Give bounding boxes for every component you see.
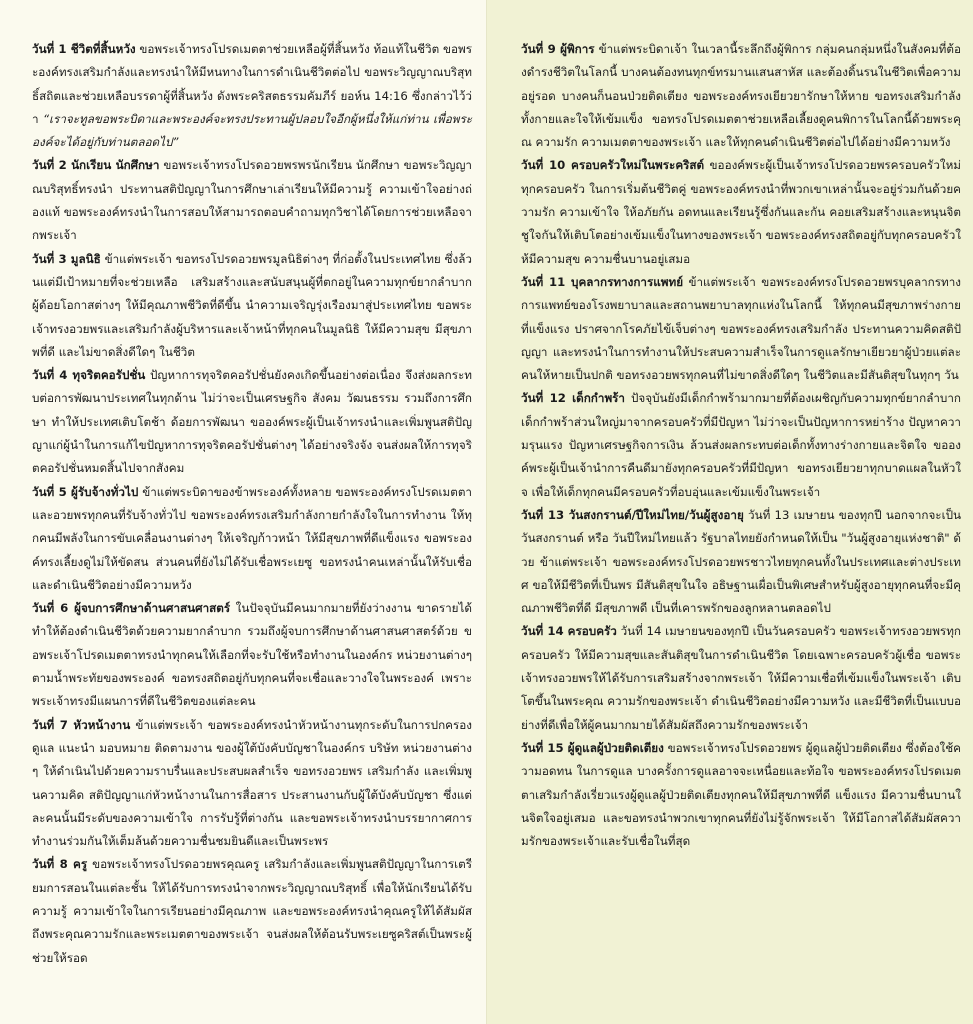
day-title: วันที่ 13 วันสงกรานต์/ปีใหม่ไทย/วันผู้สูงอายุ bbox=[521, 507, 744, 522]
day-title: วันที่ 12 เด็กกำพร้า bbox=[521, 391, 625, 406]
day-4-entry bbox=[32, 364, 472, 480]
scripture-quote: “เราจะทูลขอพระบิดาและพระองค์จะทรงประทานผู้ปลอบใจอีกผู้หนึ่งให้แก่ท่าน เพื่อพระองค์จะได้อยู่กับท่านตลอดไป” bbox=[32, 111, 472, 150]
day-10-entry bbox=[521, 154, 961, 270]
day-title: วันที่ 15 ผู้ดูแลผู้ป่วยติดเตียง bbox=[521, 740, 664, 755]
day-text: ปัจจุบันยังมีเด็กกำพร้ามากมายที่ต้องเผชิญกับความทุกข์ยากลำบาก เด็กกำพร้าส่วนใหญ่มาจากครอบครัวที่มีปัญหา ไม่ว่าจะเป็นปัญหาการหย่าร้าง ปัญหาความรุนแรง ปัญหาเศรษฐกิจการเงิน ล้วนส่งผลกระทบต่อเด็กทั้งทางร่างกายและจิตใจ ขอองค์พระผู้เป็นเจ้านำการคืนดีมายังทุกครอบครัวที่มีปัญหา ขอทรงเยียวยาทุกบาดแผลในหัวใจ เพื่อให้เด็กทุกคนมีครอบครัวที่อบอุ่นและเข้มแข็งในพระเจ้า bbox=[521, 391, 961, 499]
day-14-entry bbox=[521, 620, 961, 736]
day-text: วันที่ 14 เมษายนของทุกปี เป็นวันครอบครัว ขอพระเจ้าทรงอวยพรทุกครอบครัว ให้มีความสุขและสันติสุขในการดำเนินชีวิต โดยเฉพาะครอบครัวผู้เชื่อ ขอพระเจ้าทรงอวยพรให้ได้รับการเสริมสร้างจากพระเจ้า ให้มีความเชื่อที่เข้มแข็งในพระเจ้า เติบโตขึ้นในพระคุณ ความรักของพระเจ้า ดำเนินชีวิตอย่างมีความหวัง และมีชีวิตที่เป็นแบบอย่างที่ดีเพื่อให้ผู้คนมากมายได้สัมผัสถึงความรักของพระเจ้า bbox=[521, 624, 961, 732]
day-text: ในปัจจุบันมีคนมากมายที่ยังว่างงาน ขาดรายได้ ทำให้ต้องดำเนินชีวิตด้วยความยากลำบาก รวมถึงผู้จบการศึกษาด้านศาสนศาสตร์ด้วย ขอพระเจ้าโปรดเมตตาทรงนำทุกคนให้เลือกที่จะรับใช้หรือทำงานในองค์กร หน่วยงานต่างๆ ตามน้ำพระทัยของพระองค์ ขอทรงสถิตอยู่กับทุกคนที่จะเชื่อและวางใจในพระองค์ เพราะพระเจ้าทรงมีแผนการที่ดีในชีวิตของแต่ละคน bbox=[32, 601, 472, 709]
day-8-entry bbox=[32, 853, 472, 969]
day-1-entry bbox=[32, 38, 472, 154]
day-5-entry bbox=[32, 481, 472, 597]
day-7-entry bbox=[32, 714, 472, 854]
day-15-entry bbox=[521, 737, 961, 853]
day-text: ข้าแต่พระเจ้า ขอพระองค์ทรงนำหัวหน้างานทุกระดับในการปกครอง ดูแล แนะนำ มอบหมาย ติดตามงาน ของผู้ใต้บังคับบัญชาในองค์กร บริษัท หน่วยงานต่างๆ ให้ดำเนินไปด้วยความราบรื่นและประสบผลสำเร็จ ขอทรงอวยพร เสริมกำลัง และเพิ่มพูนความคิด สติปัญญาแก่หัวหน้างานในการสื่อสาร ประสานงานกับผู้ใต้บังคับบัญชา ซึ่งแต่ละคนนั้นมีระดับของความเข้าใจ การรับรู้ที่ต่างกัน และขอพระเจ้าทรงนำบรรยากาศการทำงานร่วมกันให้เต็มล้นด้วยความชื่นชมยินดีและเป็นพระพร bbox=[32, 717, 472, 849]
day-text: ข้าแต่พระเจ้า ขอพระองค์ทรงโปรดอวยพรบุคลากรทางการแพทย์ของโรงพยาบาลและสถานพยาบาลทุกแห่งในโลกนี้ ให้ทุกคนมีสุขภาพร่างกายที่แข็งแรง ปราศจากโรคภัยไข้เจ็บต่างๆ ขอพระองค์ทรงเสริมกำลัง ประทานความคิดสติปัญญา และทรงนำในการทำงานให้ประสบความสำเร็จในการดูแลรักษาเยียวยาผู้ป่วยแต่ละคนให้หายเป็นปกติ ขอทรงอวยพรทุกคนที่ไม่ขาดสิ่งดีใดๆ ในชีวิตและมีสันติสุขในทุกๆ วัน bbox=[521, 274, 961, 383]
day-title: วันที่ 1 ชีวิตที่สิ้นหวัง bbox=[32, 42, 136, 56]
day-text: ขอพระเจ้าทรงโปรดอวยพรคุณครู เสริมกำลังและเพิ่มพูนสติปัญญาในการเตรียมการสอนในแต่ละชั้น ให้ได้รับการทรงนำจากพระวิญญาณบริสุทธิ์ เพื่อให้นักเรียนได้รับความรู้ ความเข้าใจในการเรียนอย่างมีคุณภาพ และขอพระองค์ทรงนำคุณครูให้ได้สัมผัสถึงพระคุณความรักและพระเมตตาของพระเจ้า จนส่งผลให้ต้อนรับพระเยซูคริสต์เป็นพระผู้ช่วยให้รอด bbox=[32, 857, 472, 965]
day-text: ขอพระเจ้าทรงโปรดอวยพร ผู้ดูแลผู้ป่วยติดเตียง ซึ่งต้องใช้ความอดทน ในการดูแล บางครั้งการดูแลอาจจะเหนื่อยและท้อใจ ขอพระองค์ทรงโปรดเมตตาเสริมกำลังเรี่ยวแรงผู้ดูแลผู้ป่วยติดเตียงทุกคนให้มีสุขภาพที่ดี แข็งแรง มีความชื่นบานในจิตใจอยู่เสมอ และขอทรงนำพวกเขาทุกคนที่ยังไม่รู้จักพระเจ้า ให้มีโอกาสได้สัมผัสความรักของพระเจ้าและรับเชื่อในที่สุด bbox=[521, 740, 961, 849]
day-6-entry bbox=[32, 597, 472, 713]
day-3-entry bbox=[32, 248, 472, 364]
day-2-entry bbox=[32, 154, 472, 247]
day-title: วันที่ 10 ครอบครัวใหม่ในพระคริสต์ bbox=[521, 158, 705, 173]
day-title: วันที่ 4 ทุจริตคอรัปชั่น bbox=[32, 368, 146, 383]
day-9-entry bbox=[521, 38, 961, 154]
day-title: วันที่ 9 ผู้พิการ bbox=[521, 42, 595, 56]
day-title: วันที่ 2 นักเรียน นักศึกษา bbox=[32, 158, 160, 173]
day-text: ขอพระเจ้าทรงโปรดเมตตาช่วยเหลือผู้ที่สิ้นหวัง ท้อแท้ในชีวิต ขอพระองค์ทรงเสริมกำลังและทรงนำให้มีหนทางในการดำเนินชีวิตต่อไป ขอพระวิญญาณบริสุทธิ์สถิตและช่วยเหลือบรรดาผู้ที่สิ้นหวัง ดังพระคริสตธรรมคัมภีร์ ยอห์น 14:16 ซึ่งกล่าวไว้ว่า bbox=[32, 42, 472, 126]
day-text: ขอพระเจ้าทรงโปรดอวยพรพรนักเรียน นักศึกษา ขอพระวิญญาณบริสุทธิ์ทรงนำ ประทานสติปัญญาในการศึกษาเล่าเรียนให้มีความรู้ ความเข้าใจอย่างถ่องแท้ ขอพระองค์ทรงนำในการสอบให้สามารถตอบคำถามทุกวิชาได้โดยการช่วยเหลือจากพระเจ้า bbox=[32, 158, 472, 243]
day-12-entry bbox=[521, 387, 961, 503]
day-text: วันที่ 13 เมษายน ของทุกปี นอกจากจะเป็น วันสงกรานต์ หรือ วันปีใหม่ไทยแล้ว รัฐบาลไทยยังกำหนดให้เป็น "วันผู้สูงอายุแห่งชาติ" ด้วย ข้าแต่พระเจ้า ขอพระองค์ทรงโปรดอวยพรชาวไทยทุกคนทั้งในประเทศและต่างประเทศ ขอให้มีชีวิตที่เป็นพร มีสันติสุขในใจ อธิษฐานเผื่อเป็นพิเศษสำหรับผู้สูงอายุทุกคนที่จะมีคุณภาพชีวิตที่ดี มีสุขภาพดี เป็นที่เคารพรักของลูกหลานตลอดไป bbox=[521, 507, 961, 616]
day-text: ขอองค์พระผู้เป็นเจ้าทรงโปรดอวยพรครอบครัวใหม่ทุกครอบครัว ในการเริ่มต้นชีวิตคู่ ขอพระองค์ทรงนำที่พวกเขาเหล่านั้นจะอยู่ร่วมกันด้วยความรัก ความเข้าใจ ให้อภัยกัน อดทนและเรียนรู้ซึ่งกันและกัน คอยเสริมสร้างและหนุนจิตชูใจกันให้เติบโตอย่างเข้มแข็งในทางของพระเจ้า ขอพระองค์ทรงสถิตอยู่กับทุกครอบครัวให้มีความสุข ความชื่นบานอยู่เสมอ bbox=[521, 158, 961, 266]
right-column bbox=[486, 0, 973, 1024]
day-title: วันที่ 7 หัวหน้างาน bbox=[32, 717, 131, 732]
day-title: วันที่ 5 ผู้รับจ้างทั่วไป bbox=[32, 484, 139, 499]
day-text: ข้าแต่พระเจ้า ขอทรงโปรดอวยพรมูลนิธิต่างๆ ที่ก่อตั้งในประเทศไทย ซึ่งล้วนแต่มีเป้าหมายที่จะช่วยเหลือ เสริมสร้างและสนับสนุนผู้ที่ตกอยู่ในความทุกข์ยากลำบาก ผู้ด้อยโอกาสต่างๆ ให้มีคุณภาพชีวิตที่ดีขึ้น นำความเจริญรุ่งเรืองมาสู่ประเทศไทย ขอพระเจ้าทรงอวยพรและเสริมกำลังผู้บริหารและเจ้าหน้าที่ทุกคนในมูลนิธิ ให้มีความสุข มีสุขภาพที่ดี และไม่ขาดสิ่งดีใดๆ ในชีวิต bbox=[32, 251, 472, 359]
day-text: ปัญหาการทุจริตคอรัปชั่นยังคงเกิดขึ้นอย่างต่อเนื่อง จึงส่งผลกระทบต่อการพัฒนาประเทศในทุกด้าน ไม่ว่าจะเป็นเศรษฐกิจ สังคม วัฒนธรรม รวมถึงการศึกษา ทำให้ประเทศเติบโตช้า ด้อยการพัฒนา ขอองค์พระผู้เป็นเจ้าทรงนำและเพิ่มพูนสติปัญญาแก่ผู้นำในการแก้ไขปัญหาการทุจริตคอรัปชั่นต่างๆ ได้อย่างจริงจัง จนส่งผลให้การทุจริตคอรัปชั่นหมดสิ้นไปจากสังคม bbox=[32, 368, 472, 476]
left-column bbox=[0, 0, 486, 1024]
day-title: วันที่ 6 ผู้จบการศึกษาด้านศาสนศาสตร์ bbox=[32, 601, 231, 616]
day-text: ข้าแต่พระบิดาของข้าพระองค์ทั้งหลาย ขอพระองค์ทรงโปรดเมตตาและอวยพรทุกคนที่รับจ้างทั่วไป ขอพระองค์ทรงเสริมกำลังกายกำลังใจในการทำงาน ให้ทุกคนมีพลังในการขับเคลื่อนงานต่างๆ ให้เจริญก้าวหน้า ให้มีสุขภาพที่ดีแข็งแรง ขอพระองค์ทรงเลี้ยงดูไม่ให้ขัดสน ส่วนคนที่ยังไม่ได้รับเชื่อพระเยซู ขอทรงนำคนเหล่านั้นให้รับเชื่อและดำเนินชีวิตอย่างมีความหวัง bbox=[32, 484, 472, 592]
day-11-entry bbox=[521, 271, 961, 387]
day-text: ข้าแต่พระบิดาเจ้า ในเวลานี้ระลึกถึงผู้พิการ กลุ่มคนกลุ่มหนึ่งในสังคมที่ต้องดำรงชีวิตในโลกนี้ บางคนต้องทนทุกข์ทรมานแสนสาหัส และต้องดิ้นรนในชีวิตเพื่อความอยู่รอด บางคนก็นอนป่วยติดเตียง ขอพระองค์ทรงเยียวยารักษาให้หาย ขอทรงเสริมกำลังทั้งกายและใจให้เข้มแข็ง ขอทรงโปรดเมตตาช่วยเหลือเลี้ยงดูคนพิการในโลกนี้ด้วยพระคุณ ความรัก ความเมตตาของพระเจ้า และให้ทุกคนดำเนินชีวิตต่อไปได้อย่างมีความหวัง bbox=[521, 42, 961, 150]
day-13-entry bbox=[521, 504, 961, 620]
day-title: วันที่ 3 มูลนิธิ bbox=[32, 251, 101, 266]
day-title: วันที่ 8 ครู bbox=[32, 857, 88, 872]
day-title: วันที่ 11 บุคลากรทางการแพทย์ bbox=[521, 274, 684, 289]
day-title: วันที่ 14 ครอบครัว bbox=[521, 624, 617, 639]
